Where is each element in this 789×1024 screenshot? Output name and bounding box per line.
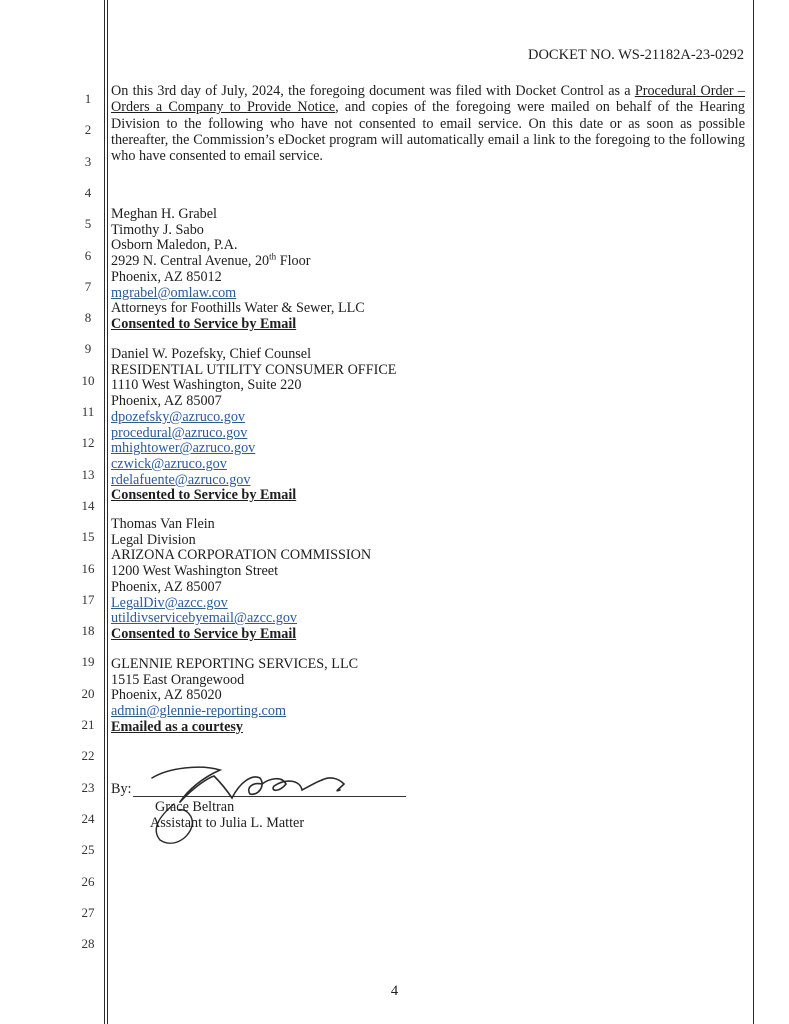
line-number: 23 <box>81 779 95 795</box>
service-block-foothills <box>111 207 365 333</box>
signer-title: Assistant to Julia L. Matter <box>150 815 305 831</box>
line-number: 11 <box>81 404 95 419</box>
service-block-glennie <box>111 657 358 736</box>
line-number: 12 <box>81 435 95 451</box>
line-number: 19 <box>81 654 95 670</box>
line-number: 2 <box>84 122 92 138</box>
email-link[interactable]: mgrabel@omlaw.com <box>111 284 237 301</box>
firm-name: Osborn Maledon, P.A. <box>111 237 238 254</box>
line-number: 4 <box>84 184 92 200</box>
street-address: 2929 N. Central Avenue, 20th Floor <box>111 251 311 270</box>
line-number: 10 <box>81 372 95 388</box>
email-link[interactable]: rdelafuente@azruco.gov <box>111 471 251 488</box>
consent-note: Consented to Service by Email <box>111 625 297 642</box>
line-number: 27 <box>81 904 95 920</box>
line-number: 16 <box>81 560 95 576</box>
email-link[interactable]: dpozefsky@azruco.gov <box>111 408 246 425</box>
left-margin-rule-inner <box>107 0 108 1024</box>
line-number: 28 <box>81 936 95 952</box>
line-number: 25 <box>81 842 95 858</box>
division-name: Legal Division <box>111 531 196 548</box>
consent-note: Consented to Service by Email <box>111 315 297 332</box>
line-number: 1 <box>84 91 92 106</box>
line-number: 3 <box>84 153 92 169</box>
organization-name: GLENNIE REPORTING SERVICES, LLC <box>111 656 359 672</box>
line-number: 20 <box>81 685 95 701</box>
line-number: 22 <box>81 748 95 764</box>
street-address: 1515 East Orangewood <box>111 671 245 688</box>
email-link[interactable]: utildivservicebyemail@azcc.gov <box>111 610 298 627</box>
line-number: 13 <box>81 466 95 482</box>
organization-name: ARIZONA CORPORATION COMMISSION <box>111 547 372 564</box>
service-block-ruco <box>111 347 396 504</box>
left-margin-rule-outer <box>104 0 105 1024</box>
line-number: 21 <box>81 717 95 732</box>
line-number: 7 <box>84 278 92 294</box>
city-state-zip: Phoenix, AZ 85007 <box>111 393 222 410</box>
email-link[interactable]: czwick@azruco.gov <box>111 455 227 472</box>
line-number: 24 <box>81 810 95 826</box>
signer-name: Grace Beltran <box>155 799 235 815</box>
docket-number: DOCKET NO. WS-21182A-23-0292 <box>527 47 744 63</box>
page-number: 4 <box>390 983 399 999</box>
line-number: 9 <box>84 341 92 357</box>
line-number: 6 <box>84 247 92 263</box>
city-state-zip: Phoenix, AZ 85007 <box>111 578 222 595</box>
counsel-name: Daniel W. Pozefsky, Chief Counsel <box>111 346 312 362</box>
party-role: Attorneys for Foothills Water & Sewer, LLC <box>111 300 365 317</box>
consent-note: Consented to Service by Email <box>111 487 297 504</box>
line-number: 26 <box>81 873 95 889</box>
email-link[interactable]: procedural@azruco.gov <box>111 424 248 441</box>
right-margin-rule <box>753 0 754 1024</box>
street-address: 1110 West Washington, Suite 220 <box>111 377 302 394</box>
organization-name: RESIDENTIAL UTILITY CONSUMER OFFICE <box>111 361 397 378</box>
attorney-name: Meghan H. Grabel <box>111 206 217 222</box>
line-number: 8 <box>84 310 92 326</box>
line-number: 18 <box>81 623 95 639</box>
line-number: 14 <box>81 497 95 513</box>
attorney-name: Timothy J. Sabo <box>111 221 204 238</box>
email-link[interactable]: LegalDiv@azcc.gov <box>111 594 228 611</box>
signature-by-label: By: <box>111 781 132 797</box>
email-link[interactable]: mhightower@azruco.gov <box>111 440 256 457</box>
city-state-zip: Phoenix, AZ 85012 <box>111 268 222 285</box>
street-address: 1200 West Washington Street <box>111 563 279 580</box>
certificate-of-service-paragraph: On this 3rd day of July, 2024, the foregoing document was filed with Docket Control as a Procedural Order – Orders a Company to Provide Notice, and copies of the foregoing were mailed on behalf of the Hearing Division to the following who have not consented to email service. On this date or as soon as possible thereafter, the Commission’s eDocket program will automatically email a link to the foregoing to the following who have consented to email service. <box>111 83 745 165</box>
city-state-zip: Phoenix, AZ 85020 <box>111 687 222 704</box>
service-block-acc-legal <box>111 517 371 643</box>
line-number: 15 <box>81 529 95 545</box>
line-number: 5 <box>84 216 92 232</box>
procedural-order-title: Procedural Order – Orders a Company to Provide Notice <box>111 83 745 116</box>
email-link[interactable]: admin@glennie-reporting.com <box>111 703 286 720</box>
line-number: 17 <box>81 591 95 607</box>
courtesy-note: Emailed as a courtesy <box>111 718 244 735</box>
counsel-name: Thomas Van Flein <box>111 516 215 532</box>
